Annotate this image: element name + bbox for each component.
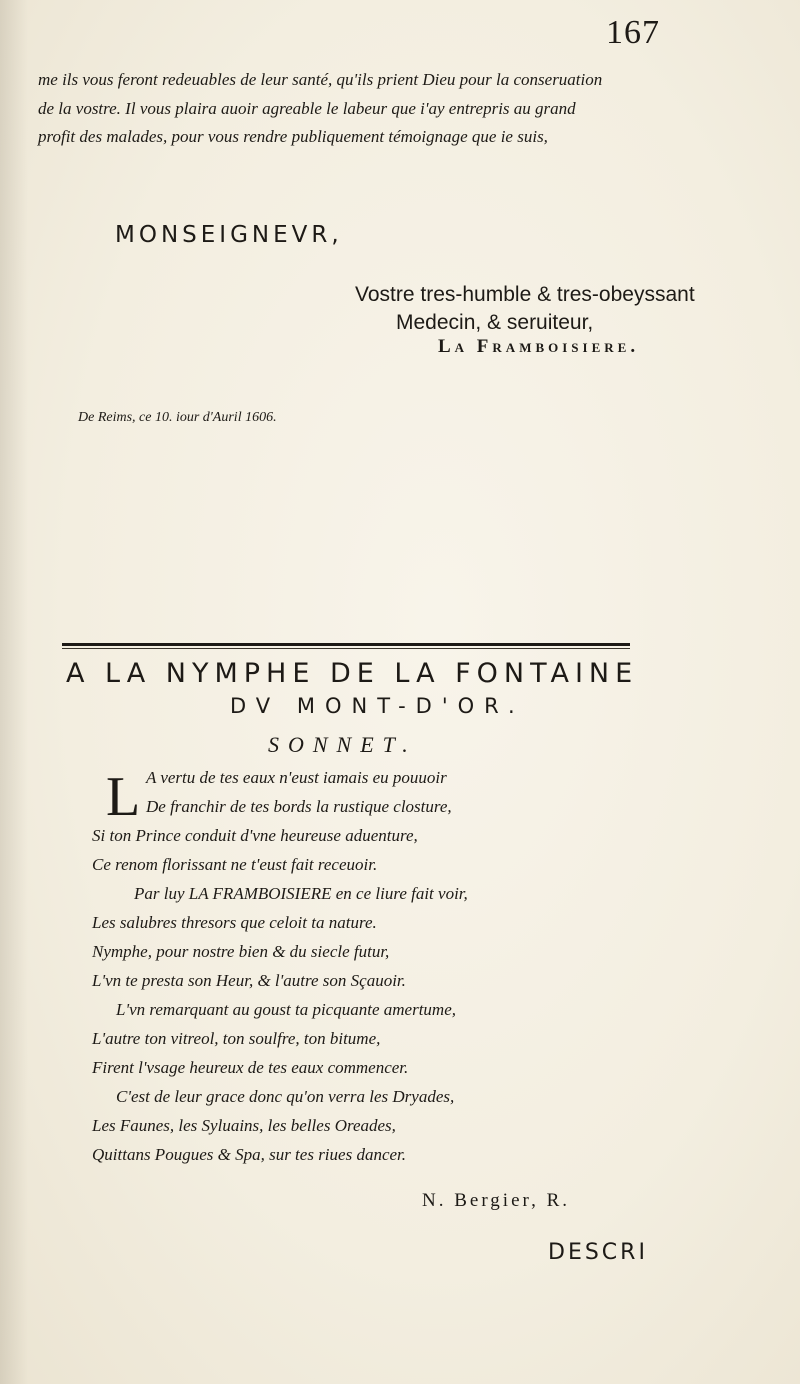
verse-line-9: L'vn remarquant au goust ta picquante amertume, bbox=[116, 1000, 456, 1019]
letter-line-1: me ils vous feront redeuables de leur santé, qu'ils prient Dieu pour la conseruation bbox=[38, 70, 603, 89]
poem-subtitle: DV MONT-D'OR. bbox=[230, 694, 525, 718]
section-rule bbox=[62, 643, 630, 646]
catchword: DESCRI bbox=[548, 1240, 648, 1265]
page-number: 167 bbox=[606, 14, 660, 51]
drop-cap: L bbox=[106, 766, 141, 828]
verse-line-8: L'vn te presta son Heur, & l'autre son Sçauoir. bbox=[92, 971, 406, 990]
letter-author: La Framboisiere. bbox=[438, 336, 640, 357]
dateline: De Reims, ce 10. iour d'Auril 1606. bbox=[78, 410, 277, 425]
section-rule-thin bbox=[62, 648, 630, 649]
verse-line-4: Ce renom florissant ne t'eust fait receuoir. bbox=[92, 855, 378, 874]
verse-line-7: Nymphe, pour nostre bien & du siecle futur, bbox=[92, 942, 390, 961]
verse-line-1: A vertu de tes eaux n'eust iamais eu pouuoir bbox=[146, 768, 447, 787]
verse-line-13: Les Faunes, les Syluains, les belles Oreades, bbox=[92, 1116, 396, 1135]
verse-line-14: Quittans Pougues & Spa, sur tes riues dancer. bbox=[92, 1145, 407, 1164]
verse-line-11: Firent l'vsage heureux de tes eaux commencer. bbox=[92, 1058, 409, 1077]
page-gutter-shadow bbox=[0, 0, 28, 1384]
verse-line-10: L'autre ton vitreol, ton soulfre, ton bitume, bbox=[92, 1029, 381, 1048]
poem-signature: N. Bergier, R. bbox=[422, 1190, 571, 1211]
signature-line-2: Medecin, & seruiteur, bbox=[396, 311, 594, 334]
salutation: MONSEIGNEVR, bbox=[115, 222, 343, 248]
poem-form-label: SONNET. bbox=[268, 732, 417, 757]
letter-line-3: profit des malades, pour vous rendre publiquement témoignage que ie suis, bbox=[38, 127, 548, 146]
poem-title: A LA NYMPHE DE LA FONTAINE bbox=[66, 658, 639, 689]
letter-line-2: de la vostre. Il vous plaira auoir agreable le labeur que i'ay entrepris au grand bbox=[38, 99, 576, 118]
verse-line-3: Si ton Prince conduit d'vne heureuse aduenture, bbox=[92, 826, 418, 845]
verse-line-2: De franchir de tes bords la rustique closture, bbox=[146, 797, 452, 816]
verse-line-5: Par luy LA FRAMBOISIERE en ce liure fait voir, bbox=[134, 884, 468, 903]
verse-line-6: Les salubres thresors que celoit ta nature. bbox=[92, 913, 377, 932]
signature-line-1: Vostre tres-humble & tres-obeyssant bbox=[355, 283, 695, 306]
verse-line-12: C'est de leur grace donc qu'on verra les Dryades, bbox=[116, 1087, 455, 1106]
